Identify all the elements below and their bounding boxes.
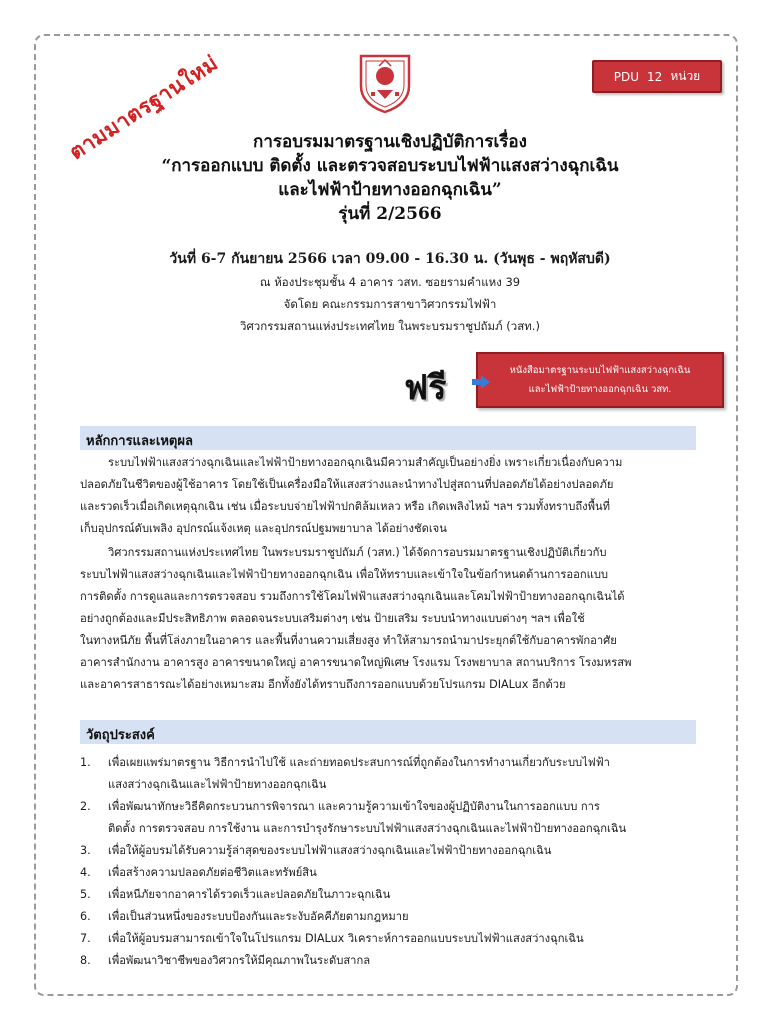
- paragraph-line: อาคารสำนักงาน อาคารสูง อาคารขนาดใหญ่ อาคารขนาดใหญ่พิเศษ โรงแรม โรงพยาบาล สถานบริการ โรงมหรสพ: [80, 656, 632, 669]
- principles-paragraph-1: [80, 452, 696, 540]
- paragraph-line: ระบบไฟฟ้าแสงสว่างฉุกเฉินและไฟฟ้าป้ายทางออกฉุกเฉิน เพื่อให้ทราบและเข้าใจในข้อกำหนดด้านการออกแบบ: [80, 568, 609, 581]
- list-item-text: เพื่อให้ผู้อบรมสามารถเข้าใจในโปรแกรม DIALux วิเคราะห์การออกแบบระบบไฟฟ้าแสงสว่างฉุกเฉิน: [108, 932, 584, 945]
- list-item-text: เพื่อเป็นส่วนหนึ่งของระบบป้องกันและระงับอัคคีภัยตามกฎหมาย: [108, 910, 409, 923]
- title-line-1: การอบรมมาตรฐานเชิงปฏิบัติการเรื่อง: [253, 132, 527, 152]
- list-item: [80, 862, 696, 884]
- title-line-3: และไฟฟ้าป้ายทางออกฉุกเฉิน”: [278, 180, 502, 200]
- paragraph-line: อย่างถูกต้องและมีประสิทธิภาพ ตลอดจนระบบเสริมต่างๆ เช่น ป้ายเสริม ระบบนำทางแบบต่างๆ ฯลฯ เพื่อใช้: [80, 612, 585, 625]
- list-item-text: เพื่อสร้างความปลอดภัยต่อชีวิตและทรัพย์สิน: [108, 866, 317, 879]
- list-item: [80, 840, 696, 862]
- paragraph-line: ระบบไฟฟ้าแสงสว่างฉุกเฉินและไฟฟ้าป้ายทางออกฉุกเฉินมีความสำคัญเป็นอย่างยิ่ง เพราะเกี่ยวเนื่องกับความ: [108, 456, 623, 469]
- list-number: 7.: [80, 932, 91, 945]
- venue-line: ณ ห้องประชุมชั้น 4 อาคาร วสท. ซอยรามคำแหง 39: [259, 275, 521, 289]
- title-line-2: “การออกแบบ ติดตั้ง และตรวจสอบระบบไฟฟ้าแสงสว่างฉุกเฉิน: [161, 156, 619, 176]
- organizer-line: จัดโดย คณะกรรมการสาขาวิศวกรรมไฟฟ้า: [283, 297, 497, 311]
- institution-line: วิศวกรรมสถานแห่งประเทศไทย ในพระบรมราชูปถัมภ์ (วสท.): [240, 319, 540, 333]
- list-item-text: ติดตั้ง การตรวจสอบ การใช้งาน และการบำรุงรักษาระบบไฟฟ้าแสงสว่างฉุกเฉินและไฟฟ้าป้ายทางออกฉุกเฉิน: [108, 822, 627, 835]
- list-item: [80, 950, 696, 972]
- list-number: 5.: [80, 888, 91, 901]
- paragraph-line: เก็บอุปกรณ์ดับเพลิง อุปกรณ์แจ้งเหตุ และอุปกรณ์ปฐมพยาบาล ได้อย่างชัดเจน: [80, 522, 447, 535]
- pdu-value: 12: [647, 69, 663, 84]
- pdu-label: PDU: [613, 69, 640, 84]
- list-item: [80, 884, 696, 906]
- principles-paragraph-2: [80, 542, 696, 696]
- course-title: [100, 130, 680, 226]
- free-gift-box: [476, 352, 724, 408]
- paragraph-line: ปลอดภัยในชีวิตของผู้ใช้อาคาร โดยใช้เป็นเครื่องมือให้แสงสว่างและนำทางไปสู่สถานที่ปลอดภัยได้อย่างปลอดภัย: [80, 478, 614, 491]
- list-item: [80, 752, 696, 796]
- list-item-text: แสงสว่างฉุกเฉินและไฟฟ้าป้ายทางออกฉุกเฉิน: [108, 778, 327, 791]
- objectives-header: วัตถุประสงค์: [80, 720, 696, 744]
- list-number: 2.: [80, 800, 91, 813]
- list-item: [80, 796, 696, 840]
- paragraph-line: การติดตั้ง การดูแลและการตรวจสอบ รวมถึงการใช้โคมไฟฟ้าแสงสว่างฉุกเฉินและโคมไฟฟ้าป้ายทางออกฉุกเฉินได้: [80, 590, 625, 603]
- principles-header: หลักการและเหตุผล: [80, 426, 696, 450]
- paragraph-line: และรวดเร็วเมื่อเกิดเหตุฉุกเฉิน เช่น เมื่อระบบจ่ายไฟฟ้าปกติล้มเหลว หรือ เกิดเพลิงไหม้ ฯลฯ รวมทั้งทราบถึงพื้นที่: [80, 500, 611, 513]
- date-time-line: วันที่ 6-7 กันยายน 2566 เวลา 09.00 - 16.30 น. (วันพุธ - พฤหัสบดี): [169, 251, 611, 267]
- list-item-text: เพื่อให้ผู้อบรมได้รับความรู้ล่าสุดของระบบไฟฟ้าแสงสว่างฉุกเฉินและไฟฟ้าป้ายทางออกฉุกเฉิน: [108, 844, 552, 857]
- list-item: [80, 928, 696, 950]
- list-number: 8.: [80, 954, 91, 967]
- new-standard-stamp: ตามมาตรฐานใหม่: [64, 50, 223, 165]
- list-item-text: เพื่อหนีภัยจากอาคารได้รวดเร็วและปลอดภัยในภาวะฉุกเฉิน: [108, 888, 391, 901]
- list-item-text: เพื่อเผยแพร่มาตรฐาน วิธีการนำไปใช้ และถ่ายทอดประสบการณ์ที่ถูกต้องในการทำงานเกี่ยวกับระบบไฟฟ้า: [108, 756, 610, 769]
- list-number: 3.: [80, 844, 91, 857]
- list-number: 4.: [80, 866, 91, 879]
- paragraph-line: วิศวกรรมสถานแห่งประเทศไทย ในพระบรมราชูปถัมภ์ (วสท.) ได้จัดการอบรมมาตรฐานเชิงปฏิบัติเกี่ยวกับ: [108, 546, 607, 559]
- free-gift-line-2: และไฟฟ้าป้ายทางออกฉุกเฉิน วสท.: [528, 384, 672, 395]
- batch-number: รุ่นที่ 2/2566: [338, 204, 442, 224]
- pdu-badge: [592, 60, 722, 93]
- paragraph-line: และอาคารสาธารณะได้อย่างเหมาะสม อีกทั้งยังได้ทราบถึงการออกแบบด้วยโปรแกรม DIALux อีกด้วย: [80, 678, 566, 691]
- arrow-right-icon: [472, 375, 490, 389]
- paragraph-line: ในทางหนีภัย พื้นที่โล่งภายในอาคาร และพื้นที่งานความเสี่ยงสูง ทำให้สามารถนำมาประยุกต์ใช้กับอาคารพักอาศัย: [80, 634, 617, 647]
- free-label: ฟรี: [404, 368, 447, 408]
- list-item-text: เพื่อพัฒนาวิชาชีพของวิศวกรให้มีคุณภาพในระดับสากล: [108, 954, 371, 967]
- free-gift-line-1: หนังสือมาตรฐานระบบไฟฟ้าแสงสว่างฉุกเฉิน: [509, 365, 691, 376]
- eit-logo-icon: [357, 52, 413, 114]
- list-item-text: เพื่อพัฒนาทักษะวิธีคิดกระบวนการพิจารณา และความรู้ความเข้าใจของผู้ปฏิบัติงานในการออกแบบ การ: [108, 800, 600, 813]
- list-item: [80, 906, 696, 928]
- pdu-unit: หน่วย: [670, 69, 701, 83]
- objectives-list: [80, 752, 696, 972]
- list-number: 6.: [80, 910, 91, 923]
- list-number: 1.: [80, 756, 91, 769]
